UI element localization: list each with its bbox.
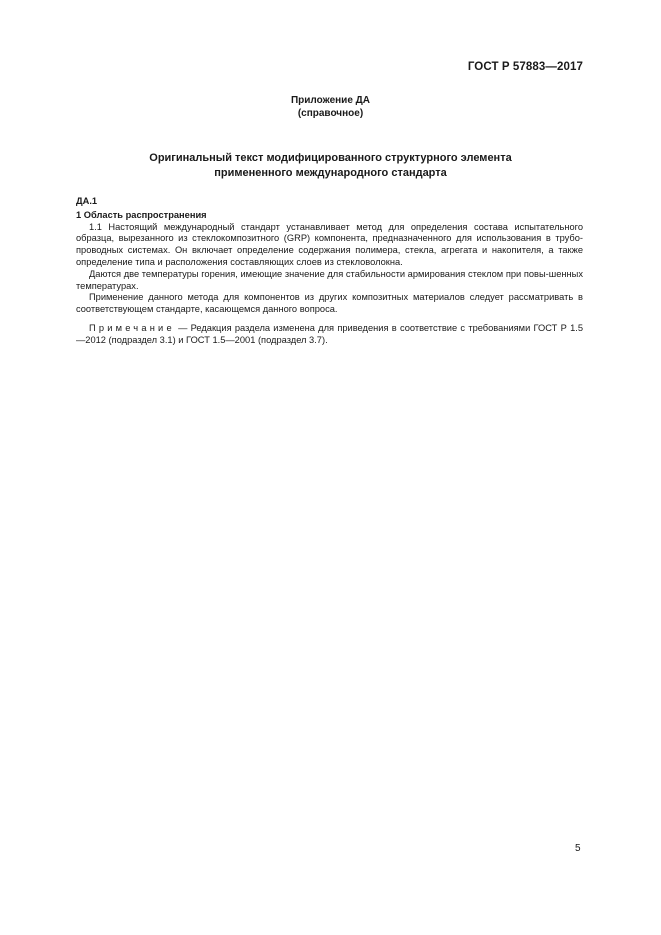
section-title-line2: примененного международного стандарта	[214, 167, 447, 179]
standard-id-header: ГОСТ Р 57883—2017	[467, 61, 583, 73]
section-title	[0, 151, 661, 181]
annex-heading	[0, 94, 661, 120]
clause-heading: 1 Область распространения	[76, 209, 207, 220]
annex-subtitle: (справочное)	[297, 108, 364, 119]
page-number: 5	[575, 843, 581, 854]
annex-title: Приложение ДА	[290, 95, 371, 106]
clause-label: ДА.1	[76, 196, 98, 206]
paragraph: 1.1 Настоящий международный стандарт устанавливает метод для определения состава испытательного образца, вырезанного из стеклокомпозитного (GRP) компонента, предназначенного для использования в трубо-проводных системах. Он включает определение содержания полимера, стекла, агрегата и накопителя, а также определение типа и расположения составляющих слоев из стекловолокна.	[76, 221, 583, 267]
section-title-line1: Оригинальный текст модифицированного структурного элемента	[149, 152, 512, 164]
note	[76, 323, 583, 347]
note-text: — Редакция раздела изменена для приведения в соответствие с требованиями ГОСТ Р 1.5—2012 (подраздел 3.1) и ГОСТ 1.5—2001 (подраздел 3.7).	[76, 322, 583, 345]
paragraph: Применение данного метода для компонентов из других композитных материалов следует рассматривать в соответствующем стандарте, касающемся данного вопроса.	[76, 292, 583, 315]
paragraph: Даются две температуры горения, имеющие значение для стабильности армирования стеклом при повы-шенных температурах.	[76, 268, 583, 291]
document-body	[76, 196, 583, 347]
note-label: Примечание	[89, 322, 175, 333]
